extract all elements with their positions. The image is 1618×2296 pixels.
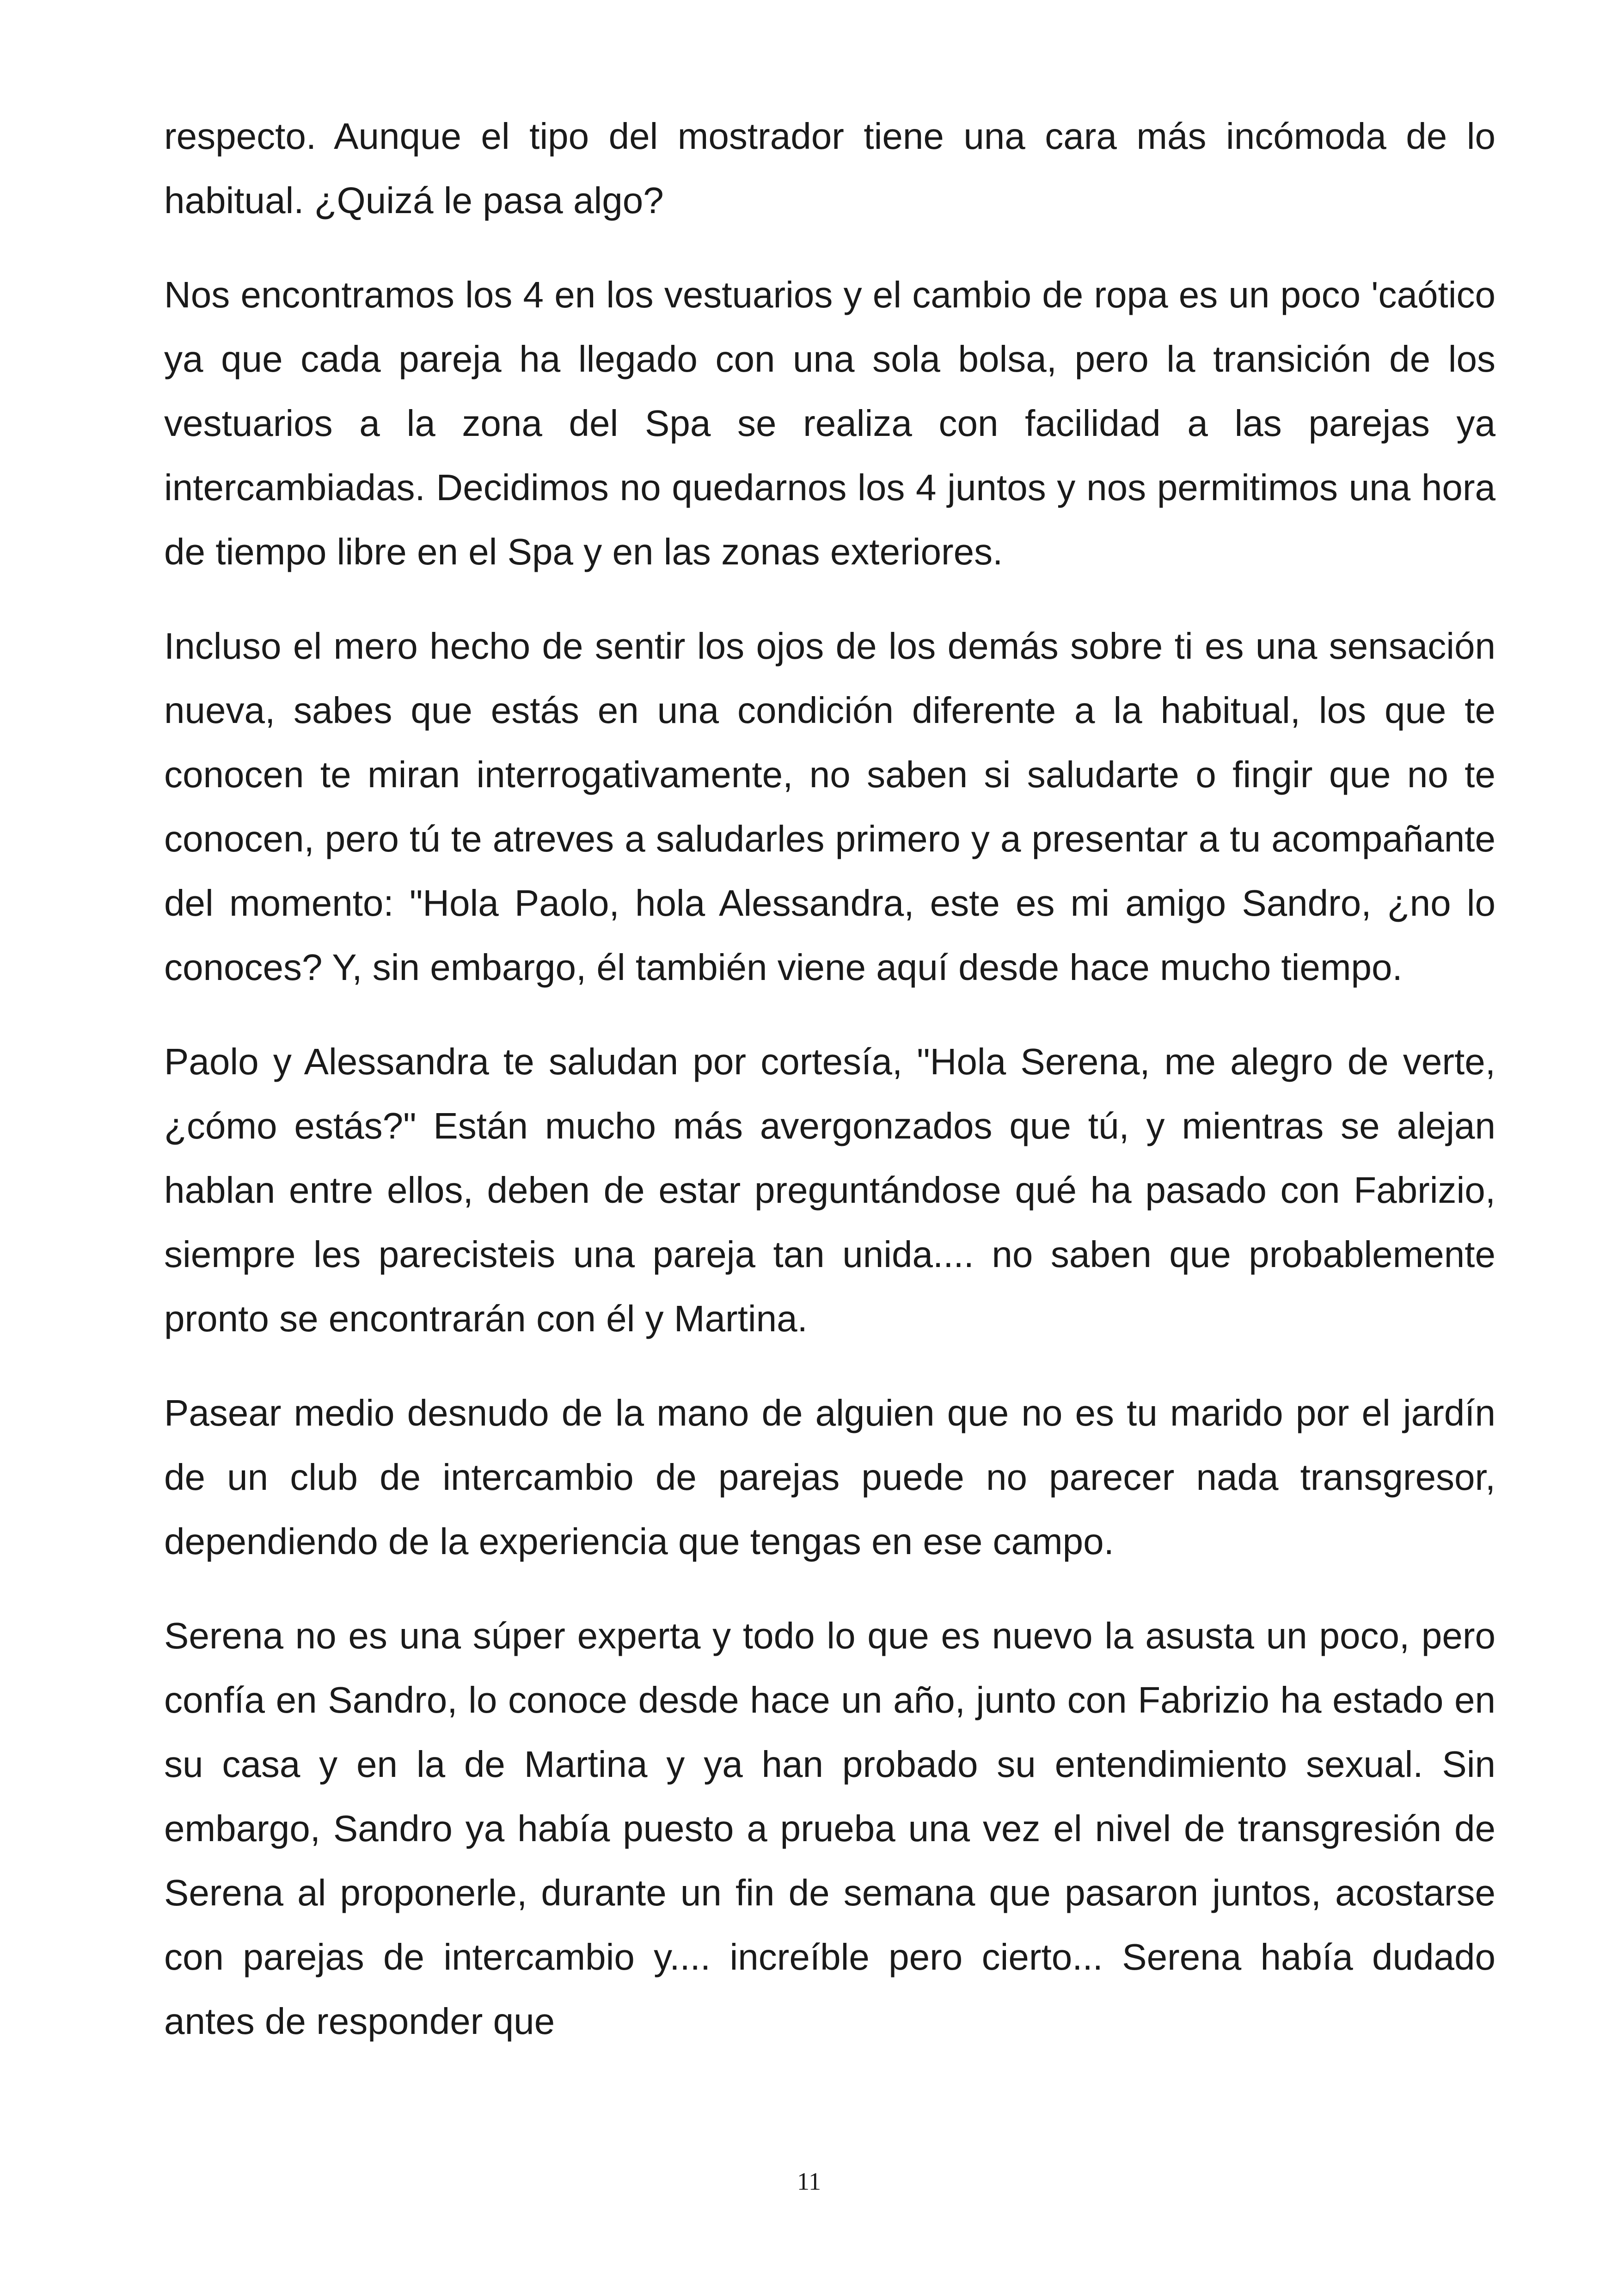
paragraph-1: respecto. Aunque el tipo del mostrador tiene una cara más incómoda de lo habitual. ¿Quizá le pasa algo? [164, 116, 1495, 221]
paragraph-2: Nos encontramos los 4 en los vestuarios y el cambio de ropa es un poco 'caótico ya que cada pareja ha llegado con una sola bolsa, pero la transición de los vestuarios a la zona del Spa se realiza con facilidad a las parejas ya intercambiadas. Decidimos no quedarnos los 4 juntos y nos permitimos una hora de tiempo libre en el Spa y en las zonas exteriores. [164, 274, 1495, 572]
paragraph-3: Incluso el mero hecho de sentir los ojos de los demás sobre ti es una sensación nueva, sabes que estás en una condición diferente a la habitual, los que te conocen te miran interrogativamente, no saben si saludarte o fingir que no te conocen, pero tú te atreves a saludarles primero y a presentar a tu acompañante del momento: "Hola Paolo, hola Alessandra, este es mi amigo Sandro, ¿no lo conoces? Y, sin embargo, él también viene aquí desde hace mucho tiempo. [164, 625, 1495, 988]
paragraph-4: Paolo y Alessandra te saludan por cortesía, "Hola Serena, me alegro de verte, ¿cómo estás?" Están mucho más avergonzados que tú, y mientras se alejan hablan entre ellos, deben de estar preguntándose qué ha pasado con Fabrizio, siempre les parecisteis una pareja tan unida.... no saben que probablemente pronto se encontrarán con él y Martina. [164, 1041, 1495, 1339]
paragraph-5: Pasear medio desnudo de la mano de alguien que no es tu marido por el jardín de un club de intercambio de parejas puede no parecer nada transgresor, dependiendo de la experiencia que tengas en ese campo. [164, 1392, 1495, 1562]
page-number: 11 [797, 2167, 821, 2195]
body-text [164, 104, 1495, 2053]
paragraph-6: Serena no es una súper experta y todo lo que es nuevo la asusta un poco, pero confía en Sandro, lo conoce desde hace un año, junto con Fabrizio ha estado en su casa y en la de Martina y ya han probado su entendimiento sexual. Sin embargo, Sandro ya había puesto a prueba una vez el nivel de transgresión de Serena al proponerle, durante un fin de semana que pasaron juntos, acostarse con parejas de intercambio y.... increíble pero cierto... Serena había dudado antes de responder que [164, 1615, 1495, 2042]
